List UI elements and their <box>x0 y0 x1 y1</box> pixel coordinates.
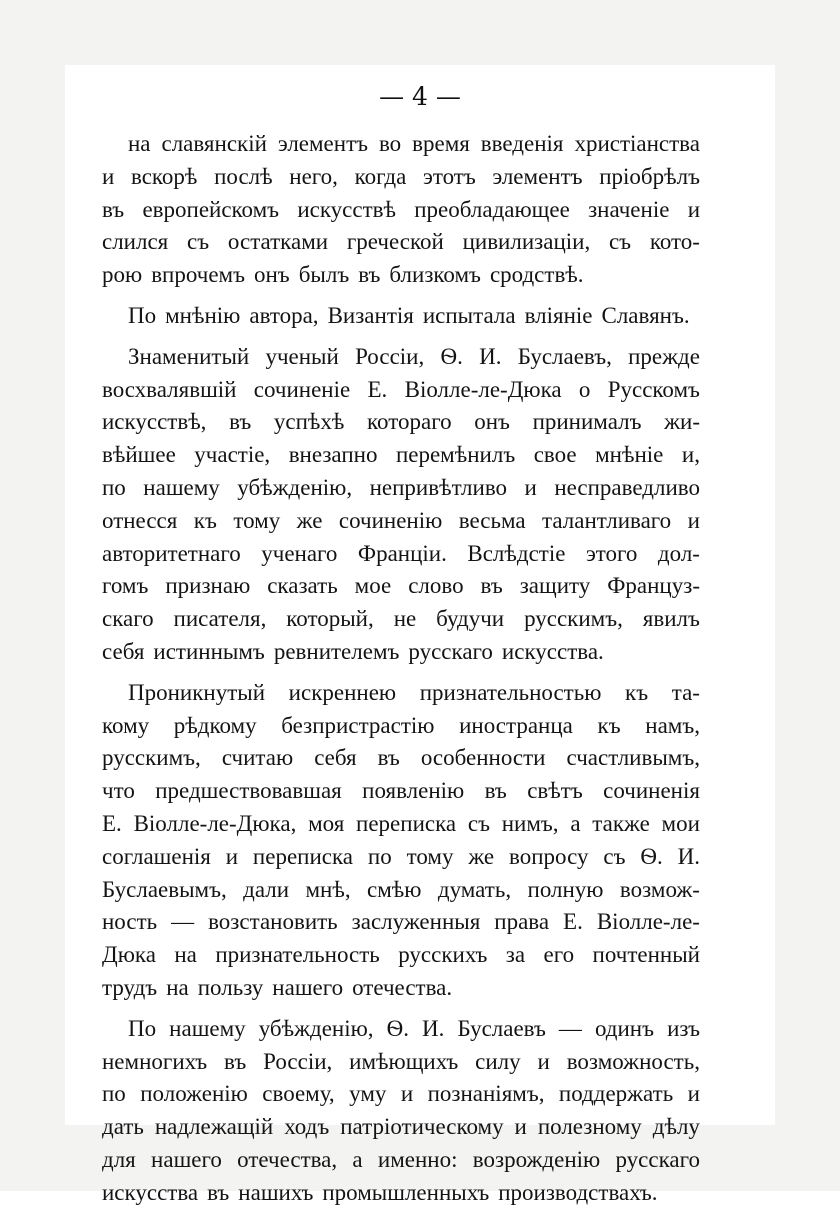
word: на <box>166 974 189 1000</box>
word: въ <box>484 778 507 804</box>
word: Е. <box>367 376 388 402</box>
word: отнесся <box>102 507 178 533</box>
word: и <box>514 1114 527 1140</box>
text-line <box>102 300 700 333</box>
word: съ <box>603 843 626 869</box>
word: русскимъ, <box>524 606 623 632</box>
word: Россіи, <box>355 343 425 369</box>
word: время <box>412 131 470 156</box>
text-line <box>102 505 700 538</box>
word: промышленныхъ <box>322 1179 490 1205</box>
word: для <box>102 1146 136 1172</box>
word: искусствѣ <box>297 196 396 222</box>
word: въ <box>358 262 381 288</box>
word: несправедливо <box>554 474 700 500</box>
word: и, <box>681 442 700 468</box>
word: а <box>570 810 581 836</box>
paragraph-gap <box>102 669 700 677</box>
word: о <box>578 376 591 402</box>
word: весьма <box>458 507 526 533</box>
word: онъ <box>253 262 290 288</box>
word: что <box>102 778 135 804</box>
word: полезному <box>537 1114 642 1140</box>
word: ученый <box>265 343 339 369</box>
text-line <box>102 906 700 939</box>
word: патріотическому <box>340 1114 504 1140</box>
word: переписка <box>356 810 457 836</box>
word: элементъ <box>492 163 583 189</box>
word: ходъ <box>284 1114 330 1140</box>
word: искусства. <box>501 638 604 664</box>
word: элементъ <box>277 131 369 156</box>
word: познаніямъ, <box>427 1081 545 1107</box>
word: ученаго <box>261 540 338 566</box>
word: съ <box>608 229 632 255</box>
word: немногихъ <box>102 1048 208 1074</box>
word: русскаго <box>615 1146 700 1172</box>
text-line <box>102 1144 700 1177</box>
word: писателя, <box>173 606 267 632</box>
text-line <box>102 1177 700 1210</box>
word: искреннею <box>288 679 397 705</box>
word: пріобрѣлъ <box>599 163 700 189</box>
word: къ <box>625 679 649 705</box>
word: возможность, <box>566 1048 700 1074</box>
word: Знаменитый <box>128 343 250 369</box>
word: Русскомъ <box>607 376 700 402</box>
word: сочиненіе <box>253 376 351 402</box>
word: и <box>225 843 239 869</box>
word: скаго <box>102 606 154 632</box>
text-line <box>102 874 700 907</box>
paragraph-gap <box>102 333 700 341</box>
word: который, <box>286 606 374 632</box>
word: послѣ <box>214 163 273 189</box>
word: этого <box>585 540 638 566</box>
text-line <box>102 775 700 808</box>
word: искусствѣ, <box>102 409 207 435</box>
word: истиннымъ <box>153 638 265 664</box>
word: на <box>128 131 151 156</box>
word: И. <box>422 1015 445 1041</box>
page-number: — 4 — <box>379 82 461 111</box>
word: нашихъ <box>238 1179 314 1205</box>
word: авторитетнаго <box>102 540 241 566</box>
word: преобладающее <box>414 196 570 222</box>
word: вопросу <box>509 843 589 869</box>
word: во <box>378 131 402 156</box>
word: возрожденію <box>472 1146 601 1172</box>
paragraph <box>102 677 700 1005</box>
word: По <box>128 1015 157 1041</box>
text-line <box>102 194 700 227</box>
word: слился <box>102 229 169 255</box>
word: заслуженныя <box>351 909 481 935</box>
word: искусства <box>102 1179 199 1205</box>
word: цивилизаціи, <box>462 229 591 255</box>
word: явилъ <box>642 606 700 632</box>
word: признательность <box>215 942 380 968</box>
word: И. <box>479 343 502 369</box>
word: и <box>537 1048 550 1074</box>
word: кото- <box>649 229 700 255</box>
word: а <box>352 1146 363 1172</box>
word: русскаго <box>408 638 493 664</box>
word: моя <box>308 810 345 836</box>
word: уму <box>349 1081 387 1107</box>
text-line <box>102 341 700 374</box>
text-line <box>102 808 700 841</box>
word: Е. <box>563 909 583 935</box>
word: ревнителемъ <box>273 638 400 664</box>
word: на <box>174 942 197 968</box>
word: Франціи. <box>357 540 447 566</box>
text-line <box>102 259 700 292</box>
word: отечества. <box>352 974 453 1000</box>
word: введенія <box>480 131 564 156</box>
word: и <box>687 196 700 222</box>
word: рѣдкому <box>173 712 257 738</box>
word: Буслаевъ <box>457 1015 546 1041</box>
word: дѣлу <box>652 1114 700 1140</box>
word: одинъ <box>594 1015 655 1041</box>
word: онъ <box>474 409 510 435</box>
word: и <box>102 163 115 189</box>
word: счастливымъ, <box>566 745 700 771</box>
word: Віолле-ле-Дюка <box>404 376 562 402</box>
word: испытала <box>422 302 516 328</box>
word: русскихъ <box>398 942 488 968</box>
word: же <box>296 507 323 533</box>
word: къ <box>597 712 621 738</box>
word: по <box>367 843 392 869</box>
word: появленію <box>362 778 465 804</box>
text-line <box>102 710 700 743</box>
word: кому <box>102 712 150 738</box>
word: себя <box>102 638 145 664</box>
word: нашего <box>272 974 344 1000</box>
word: Віолле-ле-Дюка, <box>133 810 297 836</box>
paragraph <box>102 300 700 333</box>
word: Славянъ. <box>601 302 690 328</box>
word: Византія <box>327 302 414 328</box>
word: возмож- <box>619 876 700 902</box>
word: въ <box>207 1179 230 1205</box>
word: Ѳ. <box>440 343 463 369</box>
word: когда <box>354 163 407 189</box>
text-line <box>102 406 700 439</box>
word: Вслѣдстіе <box>467 540 566 566</box>
word: особенности <box>420 745 546 771</box>
text-line <box>102 128 700 161</box>
word: та- <box>671 679 700 705</box>
text-line <box>102 742 700 775</box>
word: мои <box>661 810 700 836</box>
word: перемѣнилъ <box>395 442 516 468</box>
text-line <box>102 439 700 472</box>
text-line <box>102 226 700 259</box>
text-line <box>102 636 700 669</box>
text-line <box>102 374 700 407</box>
text-line <box>102 677 700 710</box>
word: и <box>400 1081 414 1107</box>
word: сказать <box>267 573 338 599</box>
word: надлежащій <box>154 1114 274 1140</box>
word: права <box>494 909 550 935</box>
word: Ѳ. <box>640 843 663 869</box>
word: въ <box>229 409 252 435</box>
word: значеніе <box>588 196 670 222</box>
text-line <box>102 1046 700 1079</box>
word: сочиненію <box>338 507 443 533</box>
word: дали <box>243 876 290 902</box>
word: трудъ <box>102 974 158 1000</box>
word: возстановить <box>208 909 338 935</box>
word: убѣжденію, <box>237 474 353 500</box>
word: и <box>687 507 700 533</box>
word: — <box>171 909 195 935</box>
text-line <box>102 972 700 1005</box>
word: талантливаго <box>542 507 672 533</box>
word: будучи <box>436 606 505 632</box>
word: изъ <box>667 1015 700 1041</box>
word: По <box>128 302 157 328</box>
word: Буслаевъ, <box>517 343 612 369</box>
word: поддержать <box>558 1081 674 1107</box>
word: убѣжденію, <box>258 1015 374 1041</box>
paragraph <box>102 128 700 292</box>
word: смѣю <box>367 876 422 902</box>
word: русскимъ, <box>102 745 201 771</box>
word: думать, <box>437 876 512 902</box>
word: своему, <box>262 1081 335 1107</box>
word: съ <box>187 229 210 255</box>
word: за <box>505 942 526 968</box>
text-line <box>102 570 700 603</box>
word: дать <box>102 1114 144 1140</box>
word: и <box>524 474 537 500</box>
word: Е. <box>102 810 122 836</box>
word: отечества, <box>237 1146 338 1172</box>
word: нашего <box>151 1146 222 1172</box>
word: вѣйшее <box>102 442 176 468</box>
paragraph-gap <box>102 292 700 300</box>
word: вліяніе <box>524 302 593 328</box>
word: христіанства <box>574 131 700 156</box>
word: впрочемъ <box>151 262 245 288</box>
word: положенію <box>140 1081 248 1107</box>
word: жи- <box>664 409 700 435</box>
word: сочиненія <box>603 778 700 804</box>
word: же <box>468 843 495 869</box>
word: этотъ <box>422 163 476 189</box>
word: гомъ <box>102 573 149 599</box>
text-line <box>102 538 700 571</box>
word: Француз- <box>607 573 700 599</box>
word: и <box>687 1081 700 1107</box>
word: намъ, <box>645 712 700 738</box>
word: прежде <box>628 343 700 369</box>
word: европейскомъ <box>142 196 280 222</box>
word: восхвалявшій <box>102 376 237 402</box>
text-line <box>102 472 700 505</box>
word: именно: <box>377 1146 458 1172</box>
word: автора, <box>249 302 319 328</box>
word: его <box>543 942 575 968</box>
word: котораго <box>367 409 452 435</box>
word: остатками <box>227 229 329 255</box>
word: переписка <box>252 843 354 869</box>
paragraph-gap <box>102 1005 700 1013</box>
word: полную <box>527 876 604 902</box>
word: также <box>592 810 650 836</box>
text-line <box>102 841 700 874</box>
word: участіе, <box>194 442 271 468</box>
word: славянскій <box>161 131 267 156</box>
word: въ <box>480 573 503 599</box>
word: тому <box>233 507 281 533</box>
word: Россіи, <box>263 1048 333 1074</box>
word: въ <box>224 1048 247 1074</box>
word: внезапно <box>288 442 378 468</box>
word: мнѣ, <box>305 876 351 902</box>
word: близкомъ <box>389 262 481 288</box>
word: съ <box>467 810 490 836</box>
text-line <box>102 603 700 636</box>
word: признаю <box>165 573 251 599</box>
word: Ѳ. <box>386 1015 409 1041</box>
word: вскорѣ <box>130 163 198 189</box>
paragraph <box>102 1013 700 1210</box>
word: защиту <box>519 573 591 599</box>
word: принималъ <box>532 409 642 435</box>
word: Буслаевымъ, <box>102 876 227 902</box>
word: сродствѣ. <box>489 262 584 288</box>
paragraph <box>102 341 700 669</box>
word: свое <box>533 442 577 468</box>
word: нимъ, <box>501 810 559 836</box>
word: мнѣніе <box>595 442 664 468</box>
word: по <box>102 474 126 500</box>
word: Віолле-ле- <box>596 909 700 935</box>
word: предшествовавшая <box>155 778 342 804</box>
word: И. <box>677 843 700 869</box>
word: греческой <box>346 229 444 255</box>
word: тому <box>406 843 454 869</box>
word: нашему <box>169 1015 246 1041</box>
text-line <box>102 161 700 194</box>
word: производствахъ. <box>498 1179 658 1205</box>
word: иностранца <box>459 712 573 738</box>
word: въ <box>102 196 125 222</box>
word: безпристрастію <box>281 712 435 738</box>
word: свѣтъ <box>527 778 583 804</box>
text-line <box>102 939 700 972</box>
word: былъ <box>298 262 350 288</box>
word: ность <box>102 909 158 935</box>
word: себя <box>314 745 357 771</box>
word: слово <box>408 573 464 599</box>
text-line <box>102 1013 700 1046</box>
word: успѣхѣ <box>273 409 345 435</box>
word: непривѣтливо <box>369 474 508 500</box>
word: почтенный <box>592 942 700 968</box>
word: по <box>102 1081 126 1107</box>
word: рою <box>102 262 143 288</box>
word: — <box>558 1015 582 1041</box>
word: мнѣнію <box>165 302 241 328</box>
word: считаю <box>221 745 294 771</box>
word: въ <box>377 745 400 771</box>
word: пользу <box>197 974 264 1000</box>
text-line <box>102 1078 700 1111</box>
word: признательностью <box>419 679 602 705</box>
word: нашему <box>143 474 220 500</box>
word: мое <box>354 573 392 599</box>
text-line <box>102 1111 700 1144</box>
word: къ <box>193 507 217 533</box>
word: соглашенія <box>102 843 211 869</box>
word: силу <box>475 1048 521 1074</box>
word: Проникнутый <box>128 679 266 705</box>
word: Дюка <box>102 942 156 968</box>
word: него, <box>289 163 338 189</box>
word: дол- <box>657 540 700 566</box>
word: имѣющихъ <box>349 1048 459 1074</box>
body-text <box>102 128 700 1210</box>
word: не <box>393 606 417 632</box>
